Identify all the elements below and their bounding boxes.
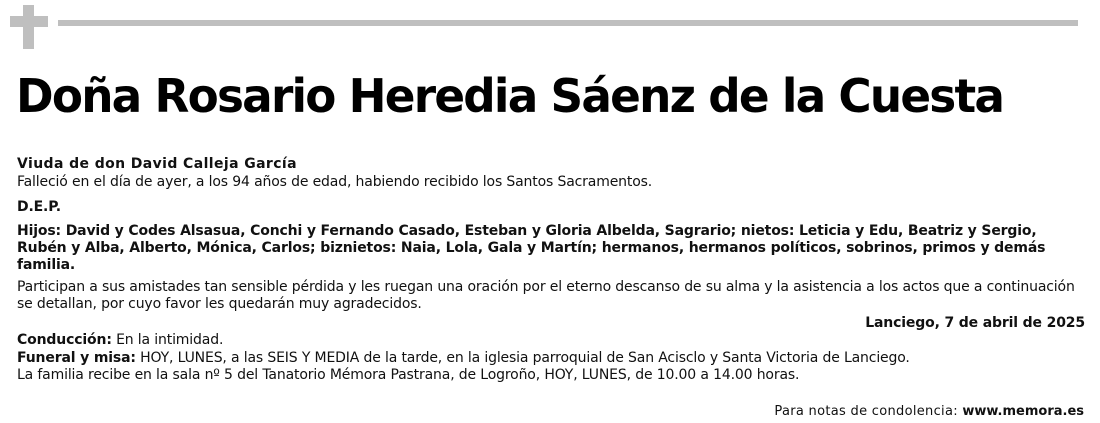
cross-icon-vertical — [23, 5, 34, 49]
notice-body — [17, 156, 1087, 385]
cross-icon-horizontal — [10, 16, 48, 27]
deceased-name: Doña Rosario Heredia Sáenz de la Cuesta — [16, 69, 1004, 123]
dep-line: D.E.P. — [17, 199, 61, 215]
funeral-value: HOY, LUNES, a las SEIS Y MEDIA de la tarde, en la iglesia parroquial de San Acisclo y Santa Victoria de Lanciego. — [135, 349, 910, 366]
conduction-label: Conducción: — [17, 332, 112, 348]
website-link[interactable]: www.memora.es — [962, 404, 1084, 419]
family-receives-line: La familia recibe en la sala nº 5 del Tanatorio Mémora Pastrana, de Logroño, HOY, LUNES, de 10.00 a 14.00 horas. — [17, 367, 800, 383]
place-date: Lanciego, 7 de abril de 2025 — [865, 314, 1085, 331]
condolence-label: Para notas de condolencia: — [774, 404, 963, 419]
family-list: Hijos: David y Codes Alsasua, Conchi y Fernando Casado, Esteban y Gloria Albelda, Sagrario; nietos: Leticia y Edu, Beatriz y Sergio, Rubén y Alba, Alberto, Mónica, Carlos; biznietos: Naia, Lola, Gala y Martín; hermanos, hermanos políticos, sobrinos, primos y demás familia. — [17, 222, 1046, 273]
conduction-value: En la intimidad. — [111, 332, 224, 348]
death-text: Falleció en el día de ayer, a los 94 años de edad, habiendo recibido los Santos Sacramentos. — [17, 173, 653, 190]
conduction-line — [17, 332, 1087, 350]
cross-icon — [10, 5, 48, 49]
widow-of-line: Viuda de don David Calleja García — [17, 156, 297, 172]
funeral-line — [17, 350, 1087, 368]
invitation-text: Participan a sus amistades tan sensible pérdida y les ruegan una oración por el eterno descanso de su alma y la asistencia a los actos que a continuación se detallan, por cuyo favor les quedarán muy agradecidos. — [17, 278, 1075, 312]
funeral-label: Funeral y misa: — [17, 349, 136, 366]
condolence-footer — [774, 403, 1084, 420]
top-divider — [58, 20, 1078, 26]
